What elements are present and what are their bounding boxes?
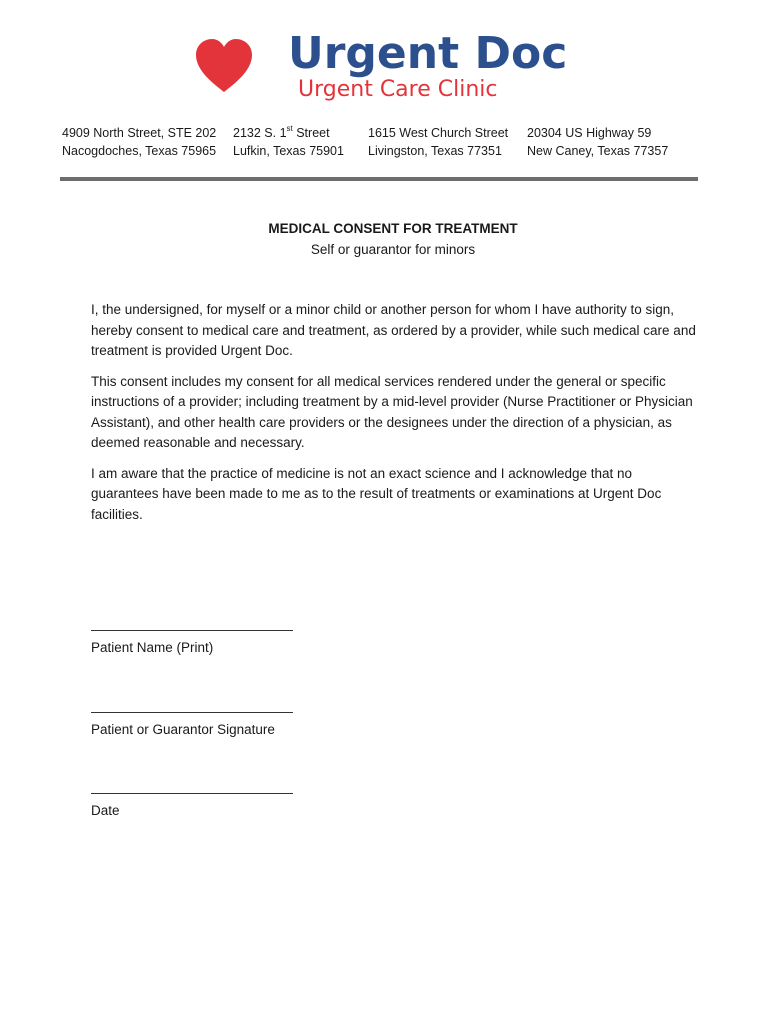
consent-body: [91, 300, 701, 535]
brand-name: Urgent Doc: [288, 28, 568, 79]
header-divider: [60, 177, 698, 181]
signature-field: [91, 712, 293, 739]
clinic-addresses: [62, 124, 702, 164]
address-city: Livingston, Texas 77351: [368, 144, 502, 158]
address-city: Lufkin, Texas 75901: [233, 144, 344, 158]
consent-paragraph: This consent includes my consent for all medical services rendered under the general or specific instructions of a provider; including treatment by a mid-level provider (Nurse Practitioner or Physician Assistant), and other health care providers or the designees under the direction of a physician, as deemed reasonable and necessary.: [91, 373, 693, 450]
date-label: Date: [91, 803, 120, 818]
address-street: [233, 124, 344, 142]
address-street-ordinal: st: [286, 123, 293, 133]
patient-name-line[interactable]: [91, 630, 293, 631]
consent-paragraph: I am aware that the practice of medicine is not an exact science and I acknowledge that no guarantees have been made to me as to the result of treatments or examinations at Urgent Doc facilities.: [91, 465, 662, 522]
consent-paragraph: I, the undersigned, for myself or a minor child or another person for whom I have authority to sign, hereby consent to medical care and treatment, as ordered by a provider, while such medical care and treatment is provided Urgent Doc.: [91, 302, 696, 358]
document-title: MEDICAL CONSENT FOR TREATMENT: [268, 221, 518, 236]
address-nacogdoches: [62, 124, 216, 160]
date-field: [91, 793, 293, 820]
brand-tagline: Urgent Care Clinic: [298, 77, 498, 102]
address-lufkin: [233, 124, 344, 160]
signature-line[interactable]: [91, 712, 293, 713]
address-street-suffix: Street: [292, 126, 330, 140]
patient-name-label: Patient Name (Print): [91, 640, 214, 655]
document-subtitle: Self or guarantor for minors: [310, 242, 476, 257]
address-street: 4909 North Street, STE 202: [62, 126, 217, 140]
date-line[interactable]: [91, 793, 293, 794]
address-city: Nacogdoches, Texas 75965: [62, 144, 217, 158]
patient-name-field: [91, 630, 293, 657]
address-new-caney: [527, 124, 668, 160]
address-city: New Caney, Texas 77357: [527, 144, 669, 158]
address-street: 1615 West Church Street: [368, 126, 509, 140]
address-livingston: [368, 124, 508, 160]
address-street: 20304 US Highway 59: [527, 126, 652, 140]
signature-label: Patient or Guarantor Signature: [91, 722, 275, 737]
address-street-prefix: 2132 S. 1: [233, 126, 287, 140]
heart-logo-icon: [194, 38, 254, 94]
